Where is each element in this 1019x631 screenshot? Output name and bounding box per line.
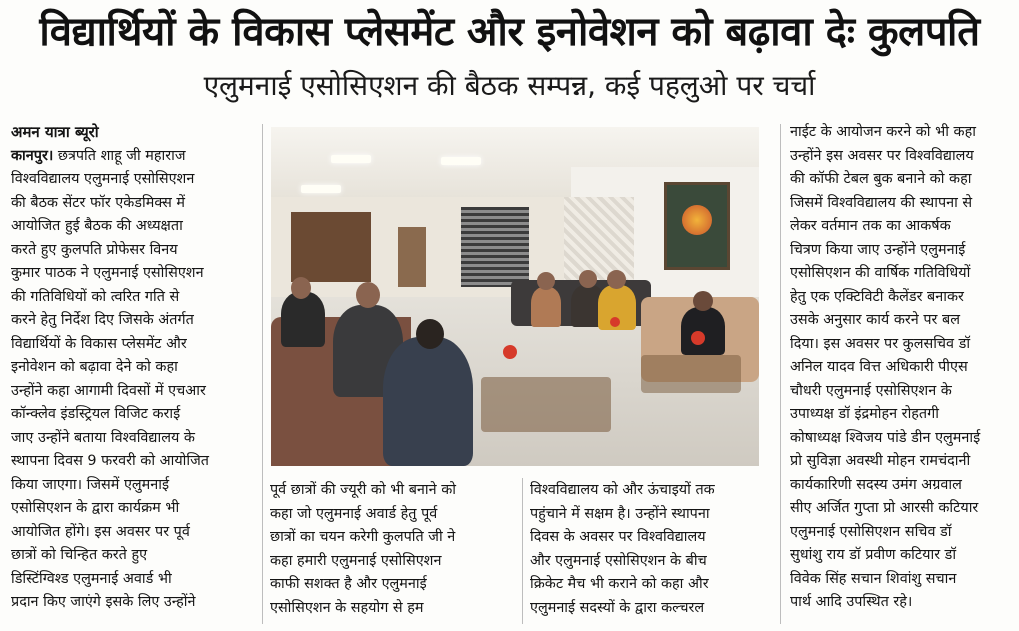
meeting-room-photo <box>271 127 759 466</box>
column-line: आयोजित होंगे। इस अवसर पर पूर्व <box>11 523 190 540</box>
column-line: पहुंचाने में सक्षम है। उन्होंने स्थापना <box>530 505 710 522</box>
column-line: करने हेतु निर्देश दिए जिसके अंतर्गत <box>11 312 194 328</box>
photo-person-head <box>579 270 597 288</box>
column-line: पूर्व छात्रों की ज्यूरी को भी बनाने को <box>270 482 456 498</box>
column-line: स्थापना दिवस 9 फरवरी को आयोजित <box>11 453 210 469</box>
column-line: अनिल यादव वित्त अधिकारी पीएस <box>790 359 968 375</box>
column-line: डिस्टिंग्विश्ड एलुमनाई अवार्ड भी <box>11 570 172 587</box>
article-column-1 <box>11 121 256 615</box>
column-line: उसके अनुसार कार्य करने पर बल <box>790 312 960 328</box>
photo-person <box>383 337 473 466</box>
column-line: किया जाएगा। जिसमें एलुमनाई <box>11 476 170 493</box>
column-line: नाईट के आयोजन करने को भी कहा <box>790 124 976 140</box>
column-divider <box>780 124 781 624</box>
column-line: सीए अर्जित गुप्ता प्रो आरसी कटियार <box>790 500 979 516</box>
dateline: कानपुर। <box>11 147 54 164</box>
ceiling-light <box>441 157 481 165</box>
column-line: एसोसिएशन की वार्षिक गतिविधियों <box>790 265 971 281</box>
column-line: की बैठक सेंटर फॉर एकेडमिक्स में <box>11 194 185 211</box>
column-line: जिसमें विश्वविद्यालय की स्थापना से <box>790 194 973 211</box>
column-line: क्रिकेट मैच भी कराने को कहा और <box>530 576 709 592</box>
ceiling-light <box>301 185 341 193</box>
photo-glass-table <box>641 355 741 393</box>
column-line: एसोसिएशन के सहयोग से हम <box>270 599 424 616</box>
column-line: हेतु एक एक्टिविटी कैलेंडर बनाकर <box>790 288 964 305</box>
subheadline: एलुमनाई एसोसिएशन की बैठक सम्पन्न, कई पहलुओ पर चर्चा <box>203 69 816 102</box>
column-line: की कॉफी टेबल बुक बनाने को कहा <box>790 171 972 187</box>
column-line: करते हुए कुलपति प्रोफेसर विनय <box>11 241 178 258</box>
column-line: चित्रण किया जाए उन्होंने एलुमनाई <box>790 241 966 258</box>
column-line: प्रो सुविज्ञा अवस्थी मोहन रामचंदानी <box>790 453 971 469</box>
column-line: आयोजित हुई बैठक की अध्यक्षता <box>11 218 183 234</box>
column-line: एलुमनाई एसोसिएशन सचिव डॉ <box>790 523 952 540</box>
photo-person-head <box>291 277 311 299</box>
column-line: चौधरी एलुमनाई एसोसिएशन के <box>790 382 952 399</box>
column-line: लेकर वर्तमान तक का आकर्षक <box>790 218 951 234</box>
photo-window-blinds <box>461 207 529 287</box>
column-line: काफी सशक्त है और एलुमनाई <box>270 576 427 592</box>
photo-person-head <box>416 319 444 349</box>
column-line: पार्थ आदि उपस्थित रहे। <box>790 594 913 610</box>
column-line: प्रदान किए जाएंगे इसके लिए उन्होंने <box>11 594 196 610</box>
column-line: और एलुमनाई एसोसिएशन के बीच <box>530 552 707 569</box>
photo-person <box>531 287 561 327</box>
ceiling-light <box>331 155 371 163</box>
article-column-3 <box>530 479 775 620</box>
column-line: उन्होंने कहा आगामी दिवसों में एचआर <box>11 382 206 399</box>
column-line: दिया। इस अवसर पर कुलसचिव डॉ <box>790 335 971 352</box>
column-line <box>11 145 256 169</box>
column-line: कार्यकारिणी सदस्य उमंग अग्रवाल <box>790 476 962 493</box>
photo-person-head <box>356 282 380 308</box>
byline: अमन यात्रा ब्यूरो <box>11 123 99 141</box>
photo-door <box>398 227 426 287</box>
column-line: जाए उन्होंने बताया विश्वविद्यालय के <box>11 429 195 446</box>
headline: विद्यार्थियों के विकास प्लेसमेंट और इनोवेशन को बढ़ावा देः कुलपति <box>39 9 980 55</box>
column-line-text: छत्रपति शाहू जी महाराज <box>53 147 186 164</box>
article-column-4 <box>790 121 1015 615</box>
photo-flower-vase <box>691 331 705 345</box>
column-line: कुमार पाठक ने एलुमनाई एसोसिएशन <box>11 265 204 281</box>
column-divider <box>262 124 263 624</box>
article-column-2 <box>270 479 515 620</box>
column-line: उपाध्यक्ष डॉ इंद्रमोहन रोहतगी <box>790 406 939 422</box>
column-divider <box>522 478 523 624</box>
column-line: विश्वविद्यालय एलुमनाई एसोसिएशन <box>11 171 195 187</box>
photo-painting <box>664 182 730 270</box>
column-line: सुधांशु राय डॉ प्रवीण कटियार डॉ <box>790 547 957 563</box>
column-line: एलुमनाई सदस्यों के द्वारा कल्चरल <box>530 599 705 616</box>
column-line: विवेक सिंह सचान शिवांशु सचान <box>790 570 957 587</box>
column-line: एसोसिएशन के द्वारा कार्यक्रम भी <box>11 500 180 516</box>
column-line: कहा जो एलुमनाई अवार्ड हेतु पूर्व <box>270 505 438 522</box>
column-line: दिवस के अवसर पर विश्वविद्यालय <box>530 529 706 545</box>
photo-person-head <box>537 272 555 290</box>
column-line: उन्होंने इस अवसर पर विश्वविद्यालय <box>790 147 974 164</box>
column-line: कॉन्क्लेव इंडस्ट्रियल विजिट कराई <box>11 406 181 422</box>
photo-shelf <box>291 212 371 282</box>
column-line: इनोवेशन को बढ़ावा देने को कहा <box>11 359 178 375</box>
column-line: कहा हमारी एलुमनाई एसोसिएशन <box>270 552 442 569</box>
column-line: छात्रों का चयन करेगी कुलपति जी ने <box>270 529 456 545</box>
photo-glass-table <box>481 377 611 432</box>
column-line: की गतिविधियों को त्वरित गति से <box>11 288 180 305</box>
photo-person-head <box>693 291 713 311</box>
column-line: कोषाध्यक्ष श्विजय पांडे डीन एलुमनाई <box>790 429 981 446</box>
photo-person <box>681 307 725 355</box>
column-line: विद्यार्थियों के विकास प्लेसमेंट और <box>11 335 187 352</box>
column-line: छात्रों को चिन्हित करते हुए <box>11 547 148 563</box>
photo-flower-vase <box>503 345 517 359</box>
photo-flower-vase <box>610 317 620 327</box>
photo-person <box>281 292 325 347</box>
photo-person-head <box>607 270 626 289</box>
column-line: विश्वविद्यालय को और ऊंचाइयों तक <box>530 482 715 498</box>
